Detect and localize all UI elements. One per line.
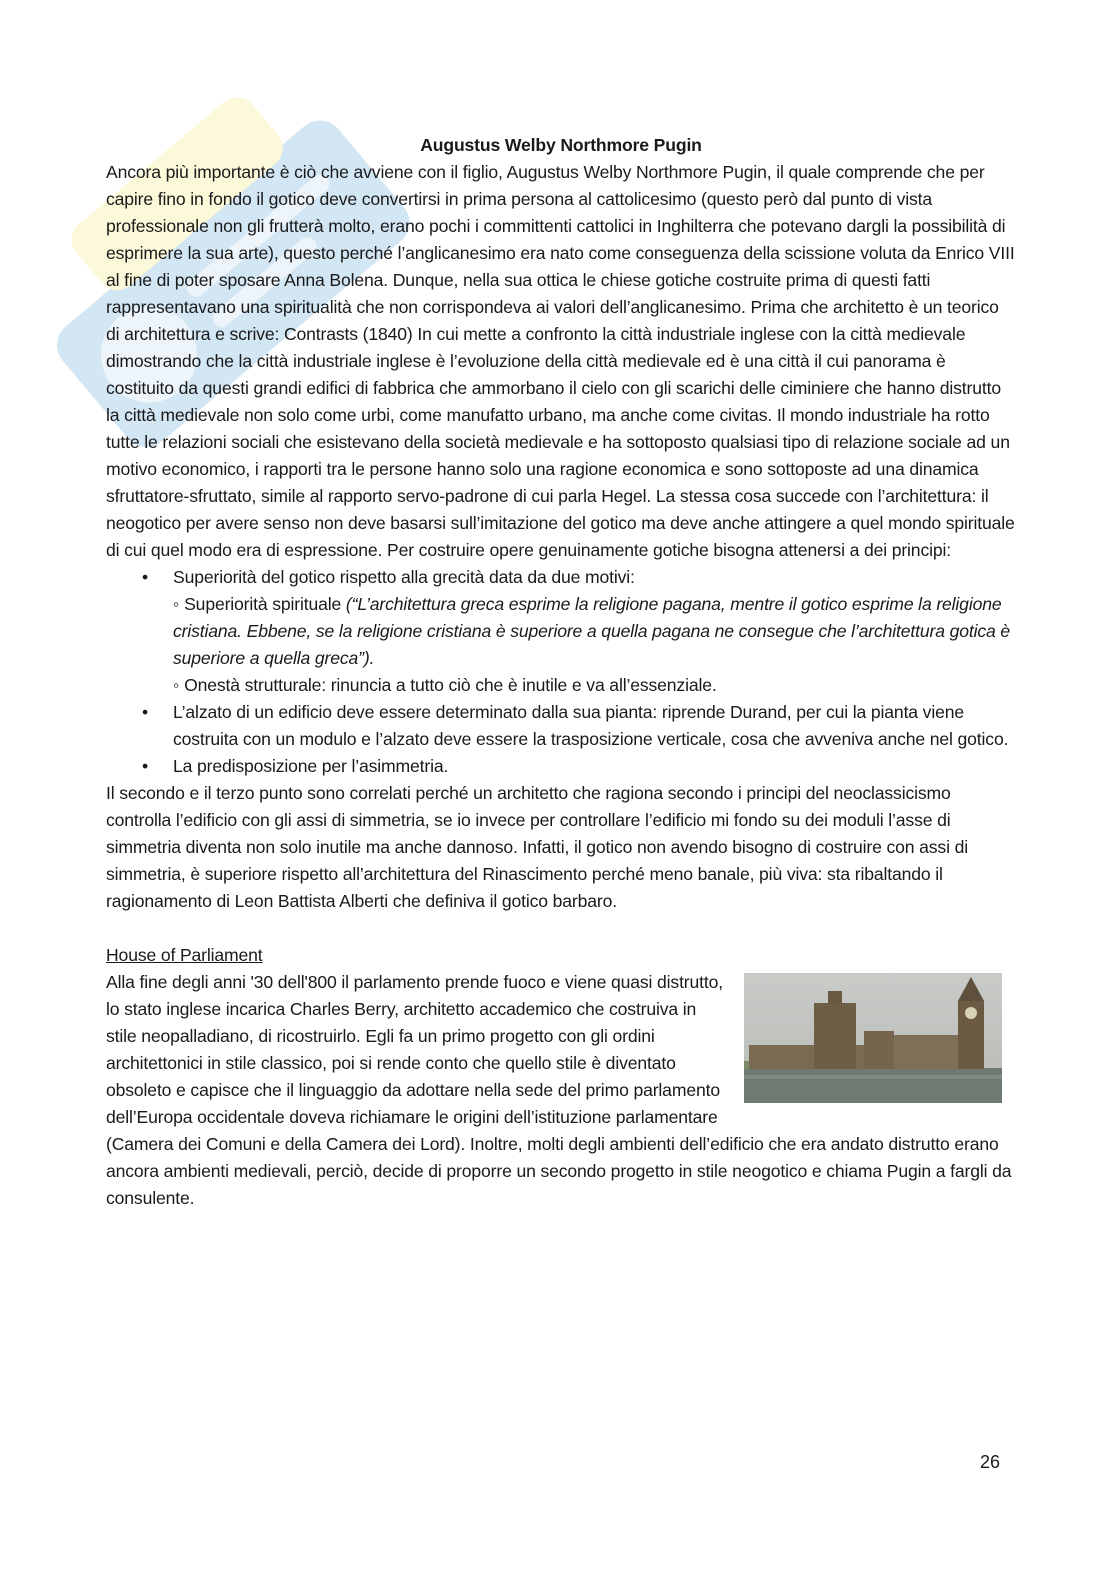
principles-list bbox=[106, 564, 1016, 780]
conclusion-paragraph: Il secondo e il terzo punto sono correlati perché un architetto che ragiona secondo i principi del neoclassicismo controlla l’edificio con gli assi di simmetria, se io invece per controllare l’edificio mi fondo su dei moduli l’asse di simmetria diventa non solo inutile ma anche dannoso. Infatti, il gotico non avendo bisogno di costruire con assi di simmetria, è superiore rispetto all’architettura del Rinascimento perché meno banale, più viva: sta ribaltando il ragionamento di Leon Battista Alberti che definiva il gotico barbaro. bbox=[106, 783, 968, 911]
blank-line bbox=[106, 915, 1016, 942]
sub-item-text: Onestà strutturale: rinuncia a tutto ciò che è inutile e va all’essenziale. bbox=[184, 675, 717, 695]
circle-bullet-icon: ◦ bbox=[173, 675, 180, 695]
section-heading: Augustus Welby Northmore Pugin bbox=[420, 135, 702, 155]
list-item bbox=[106, 753, 1016, 780]
subsection-heading: House of Parliament bbox=[106, 945, 263, 965]
document-body bbox=[106, 132, 1016, 1212]
parliament-paragraph: Alla fine degli anni '30 dell'800 il parlamento prende fuoco e viene quasi distrutto, lo stato inglese incarica Charles Berry, architetto accademico che costruiva in stile neopalladiano, di ricostruirlo. Egli fa un primo progetto con gli ordini architettonici in stile classico, poi si rende conto che quello stile è diventato obsoleto e capisce che il linguaggio da adottare nella sede del primo parlamento dell’Europa occidentale doveva richiamare le origini dell’istituzione parlamentare (Camera dei Comuni e della Camera dei Lord). Inoltre, molti degli ambienti dell’edificio che era andato distrutto erano ancora ambienti medievali, perciò, decide di proporre un secondo progetto in stile neogotico e chiama Pugin a fargli da consulente. bbox=[106, 972, 1012, 1208]
list-item bbox=[106, 699, 1016, 753]
parliament-photo bbox=[744, 973, 1002, 1103]
circle-bullet-icon: ◦ bbox=[173, 594, 180, 614]
intro-paragraph: Ancora più importante è ciò che avviene con il figlio, Augustus Welby Northmore Pugin, il quale comprende che per capire fino in fondo il gotico deve convertirsi in prima persona al cattolicesimo (questo però dal punto di vista professionale non gli frutterà molto, erano pochi i committenti cattolici in Inghilterra che potevano dargli la possibilità di esprimere la sua arte), questo perché l’anglicanesimo era nato come conseguenza della scissione voluta da Enrico VIII al fine di poter sposare Anna Bolena. Dunque, nella sua ottica le chiese gotiche costruite prima di questi fatti rappresentavano una spiritualità che non corrispondeva ai valori dell’anglicanesimo. Prima che architetto è un teorico di architettura e scrive: Contrasts (1840) In cui mette a confronto la città industriale inglese con la città medievale dimostrando che la città industriale inglese è l’evoluzione della città medievale ed è una città il cui panorama è costituito da questi grandi edifici di fabbrica che ammorbano il cielo con gli scarichi delle ciminiere che hanno distrutto la città medievale non solo come urbi, come manufatto urbano, ma anche come civitas. Il mondo industriale ha rotto tutte le relazioni sociali che esistevano della società medievale e ha sottoposto qualsiasi tipo di relazione sociale ad un motivo economico, i rapporti tra le persone hanno solo una ragione economica e sono sottoposte ad una dinamica sfruttatore-sfruttato, simile al rapporto servo-padrone di cui parla Hegel. La stessa cosa succede con l’architettura: il neogotico per avere senso non deve basarsi sull’imitazione del gotico ma deve anche attingere a quel mondo spirituale di cui quel modo era di espressione. Per costruire opere genuinamente gotiche bisogna attenersi a dei principi: bbox=[106, 162, 1015, 560]
list-item-text: La predisposizione per l’asimmetria. bbox=[173, 756, 449, 776]
sub-list-item bbox=[106, 591, 1016, 672]
list-item bbox=[106, 564, 1016, 591]
page-number: 26 bbox=[980, 1452, 1001, 1472]
sub-item-lead: Superiorità spirituale bbox=[184, 594, 346, 614]
list-item-text: Superiorità del gotico rispetto alla grecità data da due motivi: bbox=[173, 567, 635, 587]
quote-text: (“L’architettura greca esprime la religione pagana, mentre il gotico esprime la religione cristiana. Ebbene, se la religione cristiana è superiore a quella pagana ne consegue che l’architettura gotica è superiore a quella greca”). bbox=[173, 594, 1011, 668]
list-item-text: L’alzato di un edificio deve essere determinato dalla sua pianta: riprende Durand, per cui la pianta viene costruita con un modulo e l’alzato deve essere la trasposizione verticale, cosa che avveniva anche nel gotico. bbox=[173, 702, 1009, 749]
sub-list-item bbox=[106, 672, 1016, 699]
